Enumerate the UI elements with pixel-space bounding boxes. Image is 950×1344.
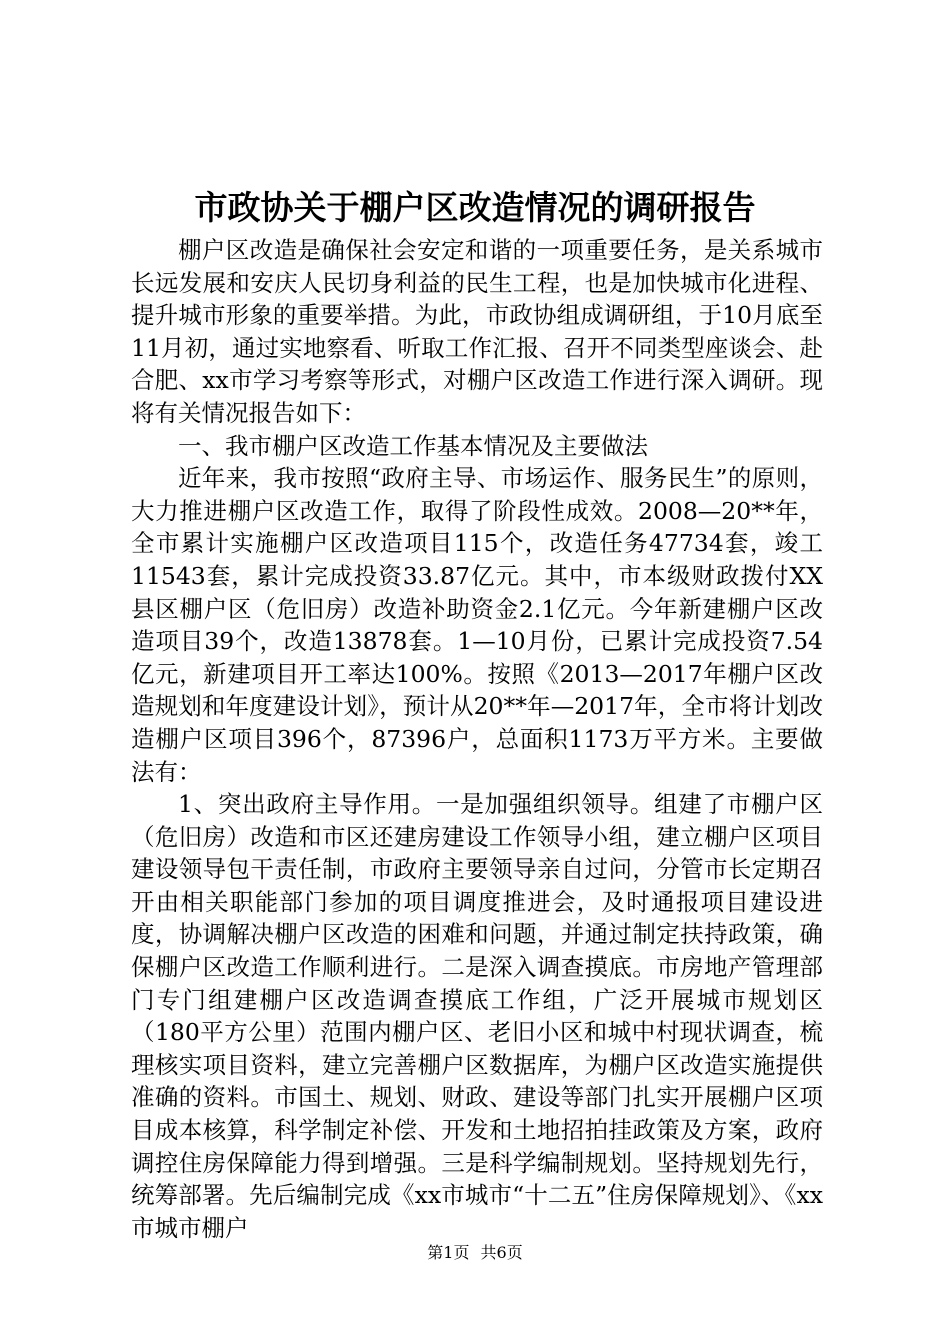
document-body bbox=[131, 234, 823, 1244]
page-footer bbox=[0, 1243, 950, 1263]
page-total: 共6页 bbox=[480, 1243, 523, 1262]
paragraph-intro: 棚户区改造是确保社会安定和谐的一项重要任务，是关系城市长远发展和安庆人民切身利益的民生工程，也是加快城市化进程、提升城市形象的重要举措。为此，市政协组成调研组，于10月底至11月初，通过实地察看、听取工作汇报、召开不同类型座谈会、赴合肥、xx市学习考察等形式，对棚户区改造工作进行深入调研。现将有关情况报告如下： bbox=[131, 236, 823, 427]
page-number: 第1页 bbox=[427, 1243, 470, 1262]
document-title: 市政协关于棚户区改造情况的调研报告 bbox=[194, 188, 756, 227]
section-heading: 一、我市棚户区改造工作基本情况及主要做法 bbox=[178, 431, 648, 460]
paragraph-measure-1: 1、突出政府主导作用。一是加强组织领导。组建了市棚户区（危旧房）改造和市区还建房建设工作领导小组，建立棚户区项目建设领导包干责任制，市政府主要领导亲自过问，分管市长定期召开由相关职能部门参加的项目调度推进会，及时通报项目建设进度，协调解决棚户区改造的困难和问题，并通过制定扶持政策，确保棚户区改造工作顺利进行。二是深入调查摸底。市房地产管理部门专门组建棚户区改造调查摸底工作组，广泛开展城市规划区（180平方公里）范围内棚户区、老旧小区和城中村现状调查，梳理核实项目资料，建立完善棚户区数据库，为棚户区改造实施提供准确的资料。市国土、规划、财政、建设等部门扎实开展棚户区项目成本核算，科学制定补偿、开发和土地招拍挂政策及方案，政府调控住房保障能力得到增强。三是科学编制规划。坚持规划先行，统筹部署。先后编制完成《xx市城市“十二五”住房保障规划》、《xx市城市棚户 bbox=[131, 790, 823, 1242]
paragraph-overview: 近年来，我市按照“政府主导、市场运作、服务民生”的原则，大力推进棚户区改造工作，取得了阶段性成效。2008—20**年，全市累计实施棚户区改造项目115个，改造任务47734套，竣工11543套，累计完成投资33.87亿元。其中，市本级财政拨付XX县区棚户区（危旧房）改造补助资金2.1亿元。今年新建棚户区改造项目39个，改造13878套。1—10月份，已累计完成投资7.54亿元，新建项目开工率达100%。按照《2013—2017年棚户区改造规划和年度建设计划》，预计从20**年—2017年，全市将计划改造棚户区项目396个，87396户，总面积1173万平方米。主要做法有： bbox=[131, 464, 823, 786]
